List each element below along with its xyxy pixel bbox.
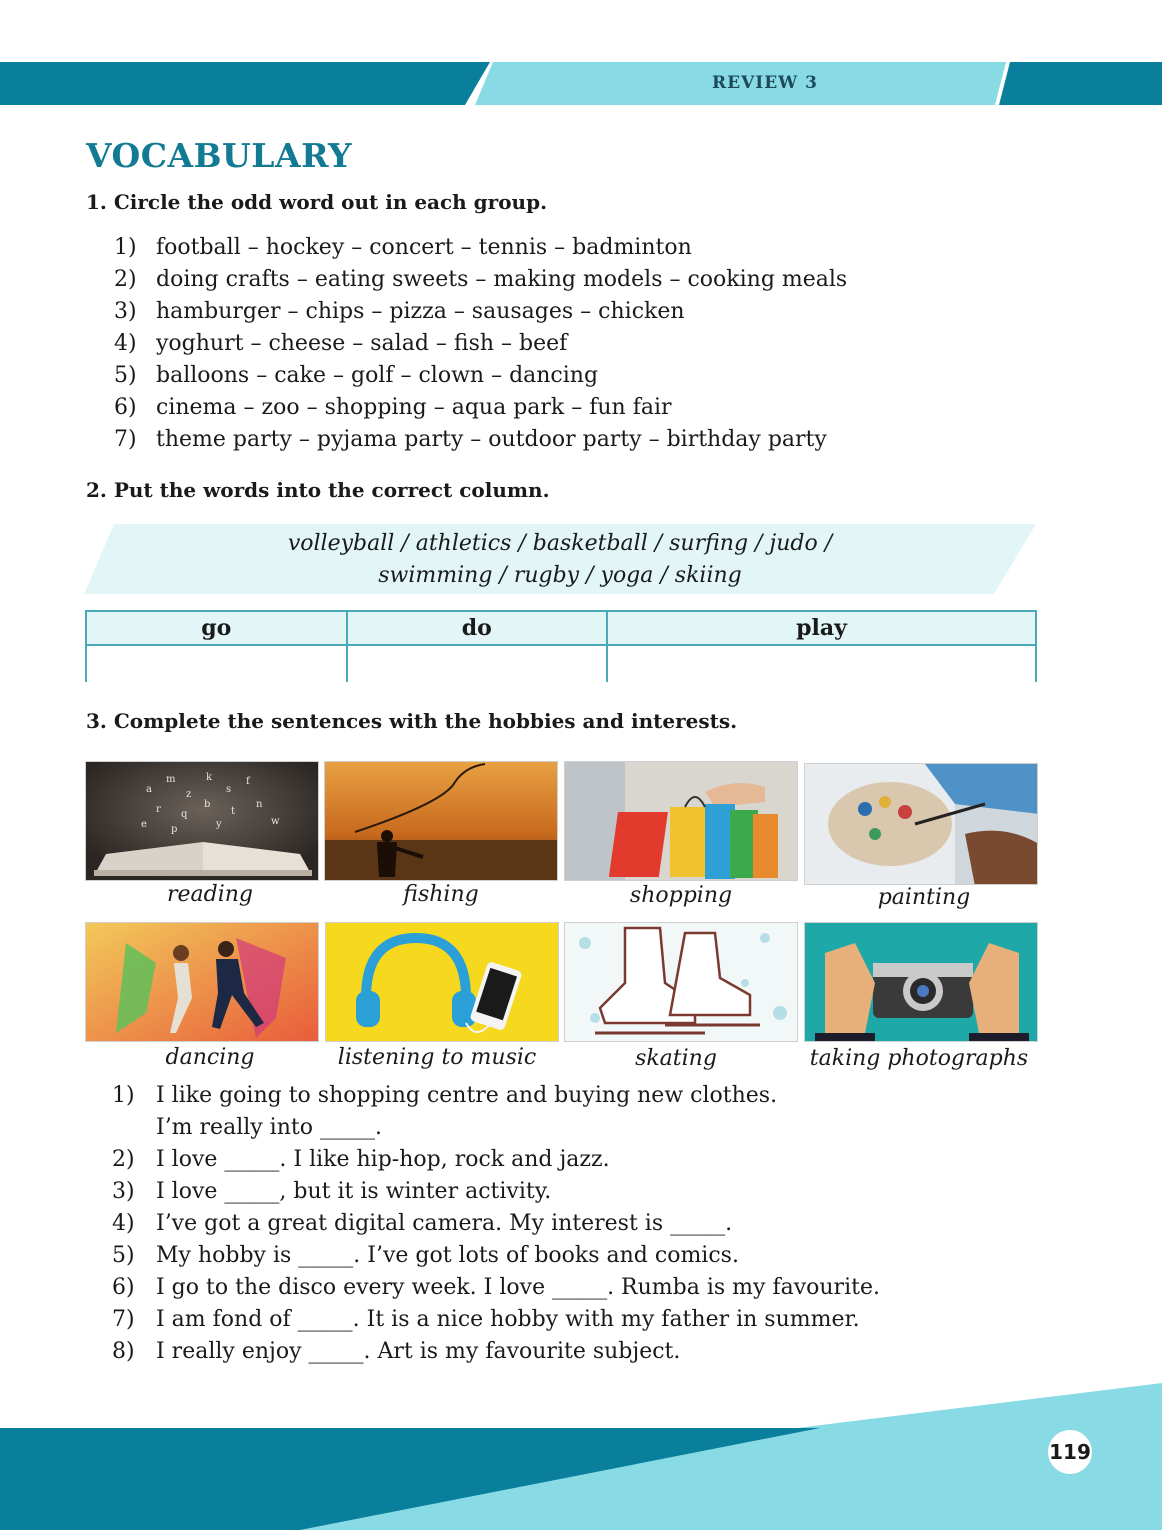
list-item: 4) I’ve got a great digital camera. My interest is _____. xyxy=(112,1211,733,1236)
list-item: 2) doing crafts – eating sweets – making models – cooking meals xyxy=(114,267,848,292)
camera-hands-icon xyxy=(805,923,1038,1042)
svg-text:b: b xyxy=(204,799,211,810)
svg-text:q: q xyxy=(181,809,188,820)
word-box-text: volleyball / athletics / basketball / surfing / judo / swimming / rugby / yoga / skiing xyxy=(287,531,833,588)
svg-text:w: w xyxy=(271,816,280,827)
svg-text:m: m xyxy=(166,774,176,785)
caption-listening-to-music: listening to music xyxy=(337,1045,537,1070)
svg-text:a: a xyxy=(146,784,152,795)
review-label: REVIEW 3 xyxy=(711,73,819,93)
column-table xyxy=(85,610,1037,682)
sentence-list xyxy=(112,1080,880,1368)
column-do: do xyxy=(347,611,608,645)
caption-reading: reading xyxy=(166,882,254,907)
caption-fishing: fishing xyxy=(403,882,479,907)
svg-text:y: y xyxy=(216,819,222,830)
page-number: 119 xyxy=(1048,1430,1092,1474)
skating-picture xyxy=(564,922,798,1042)
list-item: 8) I really enjoy _____. Art is my favourite subject. xyxy=(112,1339,681,1364)
svg-text:s: s xyxy=(226,784,232,795)
svg-text:e: e xyxy=(141,819,147,830)
shopping-picture xyxy=(564,761,798,881)
task2-instruction: 2. Put the words into the correct column. xyxy=(86,478,550,502)
dancing-picture xyxy=(85,922,319,1042)
reading-picture xyxy=(85,761,319,881)
svg-text:p: p xyxy=(171,824,178,835)
list-item: 5) balloons – cake – golf – clown – dancing xyxy=(114,363,599,388)
svg-text:k: k xyxy=(206,772,213,783)
list-item: 1) football – hockey – concert – tennis – badminton xyxy=(114,235,692,260)
svg-text:n: n xyxy=(256,799,263,810)
caption-dancing: dancing xyxy=(165,1045,255,1070)
dancers-icon xyxy=(86,923,319,1042)
caption-taking-photographs: taking photographs xyxy=(809,1046,1029,1071)
header-band xyxy=(0,62,1162,105)
column-play: play xyxy=(607,611,1036,645)
svg-text:t: t xyxy=(231,806,236,817)
svg-text:z: z xyxy=(186,789,192,800)
caption-painting: painting xyxy=(877,885,971,910)
list-item: 3) I love _____, but it is winter activity. xyxy=(112,1179,552,1204)
open-book-icon xyxy=(86,762,319,881)
photography-picture xyxy=(804,922,1038,1042)
ice-skates-icon xyxy=(565,923,798,1042)
caption-skating: skating xyxy=(635,1046,717,1071)
list-item: 2) I love _____. I like hip-hop, rock and jazz. xyxy=(112,1147,610,1172)
task1-instruction: 1. Circle the odd word out in each group. xyxy=(86,190,548,214)
list-item: 3) hamburger – chips – pizza – sausages – chicken xyxy=(114,299,685,324)
headphones-icon xyxy=(326,923,559,1042)
painting-picture xyxy=(804,763,1038,885)
answer-cell[interactable] xyxy=(86,645,347,682)
answer-cell[interactable] xyxy=(607,645,1036,682)
task3-instruction: 3. Complete the sentences with the hobbies and interests. xyxy=(86,709,738,733)
column-go: go xyxy=(86,611,347,645)
list-item: 1) I like going to shopping centre and buying new clothes. xyxy=(112,1083,778,1108)
list-item: 7) theme party – pyjama party – outdoor party – birthday party xyxy=(114,427,827,452)
footer-band xyxy=(0,1380,1162,1530)
svg-text:f: f xyxy=(246,776,250,787)
section-title: VOCABULARY xyxy=(86,136,353,175)
fisherman-icon xyxy=(325,762,558,881)
list-item: 7) I am fond of _____. It is a nice hobby with my father in summer. xyxy=(112,1307,860,1332)
shopping-bags-icon xyxy=(565,762,798,881)
music-picture xyxy=(325,922,559,1042)
svg-text:r: r xyxy=(156,804,161,815)
fishing-picture xyxy=(324,761,558,881)
odd-word-list xyxy=(114,232,847,456)
caption-shopping: shopping xyxy=(629,883,733,908)
list-item: I’m really into _____. xyxy=(156,1115,382,1140)
answer-cell[interactable] xyxy=(347,645,608,682)
list-item: 6) I go to the disco every week. I love _____. Rumba is my favourite. xyxy=(112,1275,880,1300)
list-item: 6) cinema – zoo – shopping – aqua park – fun fair xyxy=(114,395,672,420)
list-item: 4) yoghurt – cheese – salad – fish – beef xyxy=(114,331,568,356)
list-item: 5) My hobby is _____. I’ve got lots of books and comics. xyxy=(112,1243,739,1268)
paint-palette-icon xyxy=(805,764,1038,885)
